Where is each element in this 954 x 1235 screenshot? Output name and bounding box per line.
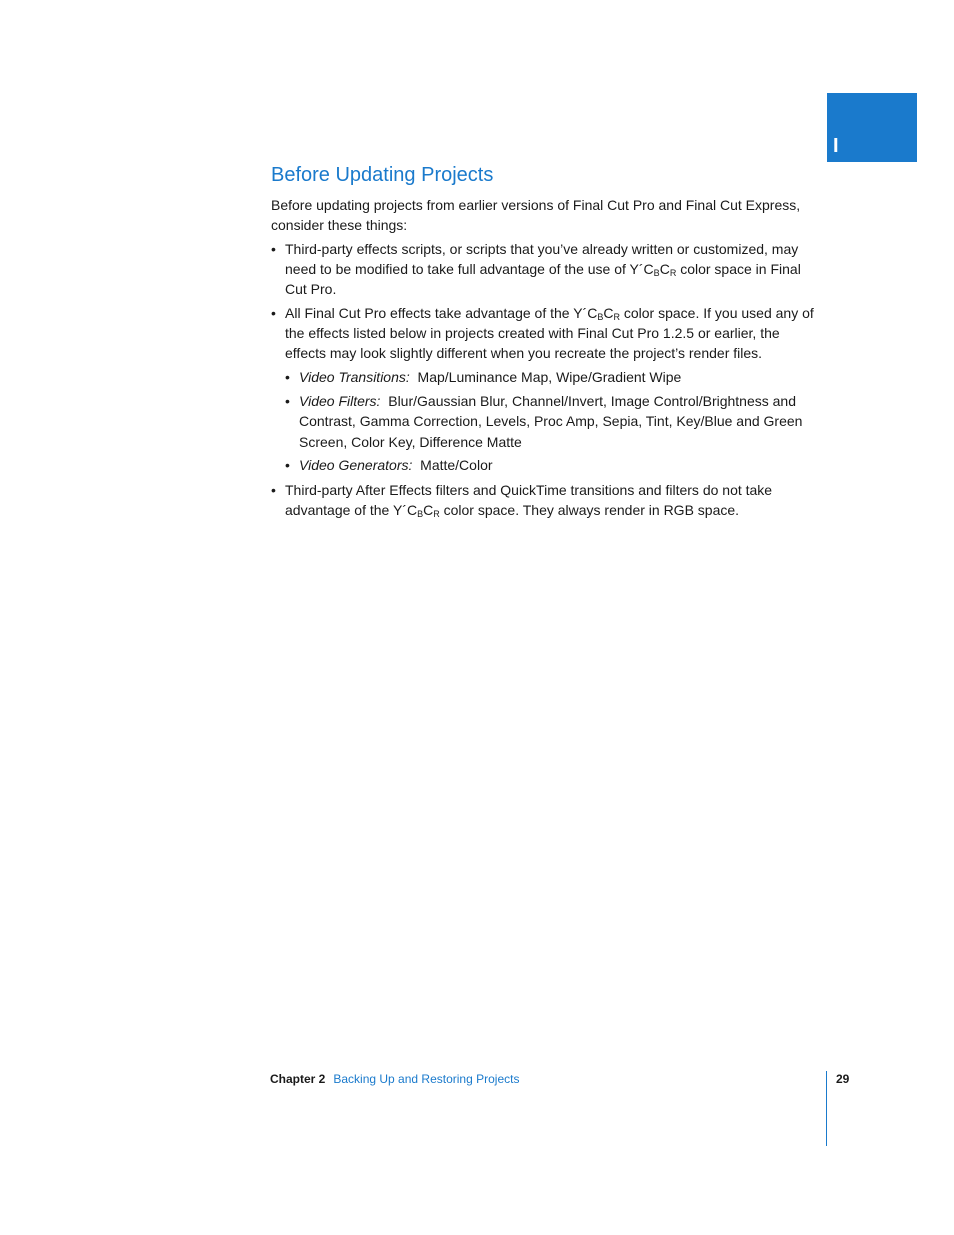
sub-item-text: Matte/Color: [420, 457, 493, 473]
footer-divider: [826, 1071, 827, 1146]
footer-chapter-title: Backing Up and Restoring Projects: [333, 1072, 520, 1086]
effects-sub-list: [285, 367, 819, 476]
sub-item-label: Video Filters:: [299, 392, 381, 409]
chapter-tab: [827, 93, 917, 162]
sub-item-label: Video Generators:: [299, 457, 413, 473]
bullet-item-effects: [271, 303, 819, 476]
bullet-text-before: Third-party After Effects filters and QuickTime transitions and filters do not take advantage of the: [285, 481, 773, 518]
bullet-text-before: All Final Cut Pro effects take advantage of the: [285, 305, 574, 321]
section-intro: Before updating projects from earlier versions of Final Cut Pro and Final Cut Express, consider these things:: [271, 197, 801, 233]
bullet-text-after: color space in Final Cut Pro.: [285, 261, 801, 297]
page-number: 29: [836, 1072, 850, 1086]
section-title: Before Updating Projects: [271, 164, 494, 186]
ycbcr-term: $Y´C_BC_R$: [392, 501, 440, 519]
bullet-text-after: color space. If you used any of the effects listed below in projects created with Final Cut Pro 1.2.5 or earlier, the effects may look slightly different when you recreate the project’s render files.: [285, 305, 814, 361]
sub-item-video-generators: [285, 455, 819, 476]
footer-chapter: Chapter 2: [270, 1072, 326, 1086]
sub-item-label: Video Transitions:: [299, 369, 410, 385]
bullet-item-scripts: [271, 239, 819, 299]
chapter-tab-label: I: [833, 135, 839, 157]
ycbcr-term: $Y´C_BC_R$: [629, 261, 677, 278]
bullet-text-after: color space. They always render in RGB space.: [439, 501, 740, 518]
page-content: [271, 160, 819, 524]
bullet-item-third-party: [271, 480, 819, 520]
bullet-text-before: Third-party effects scripts, or scripts that you’ve already written or customized, may need to be modified to take full advantage of the use of: [285, 241, 799, 277]
page-footer: [270, 1072, 519, 1086]
ycbcr-term: $Y´C_BC_R$: [573, 305, 620, 322]
sub-item-video-transitions: [285, 367, 819, 388]
sub-item-text: Map/Luminance Map, Wipe/Gradient Wipe: [417, 369, 682, 385]
bullet-list: [271, 239, 819, 520]
sub-item-text: Blur/Gaussian Blur, Channel/Invert, Image Control/Brightness and Contrast, Gamma Correction, Levels, Proc Amp, Sepia, Tint, Key/Blue and Green Screen, Color Key, Difference Matte: [299, 392, 803, 450]
sub-item-video-filters: [285, 391, 819, 453]
